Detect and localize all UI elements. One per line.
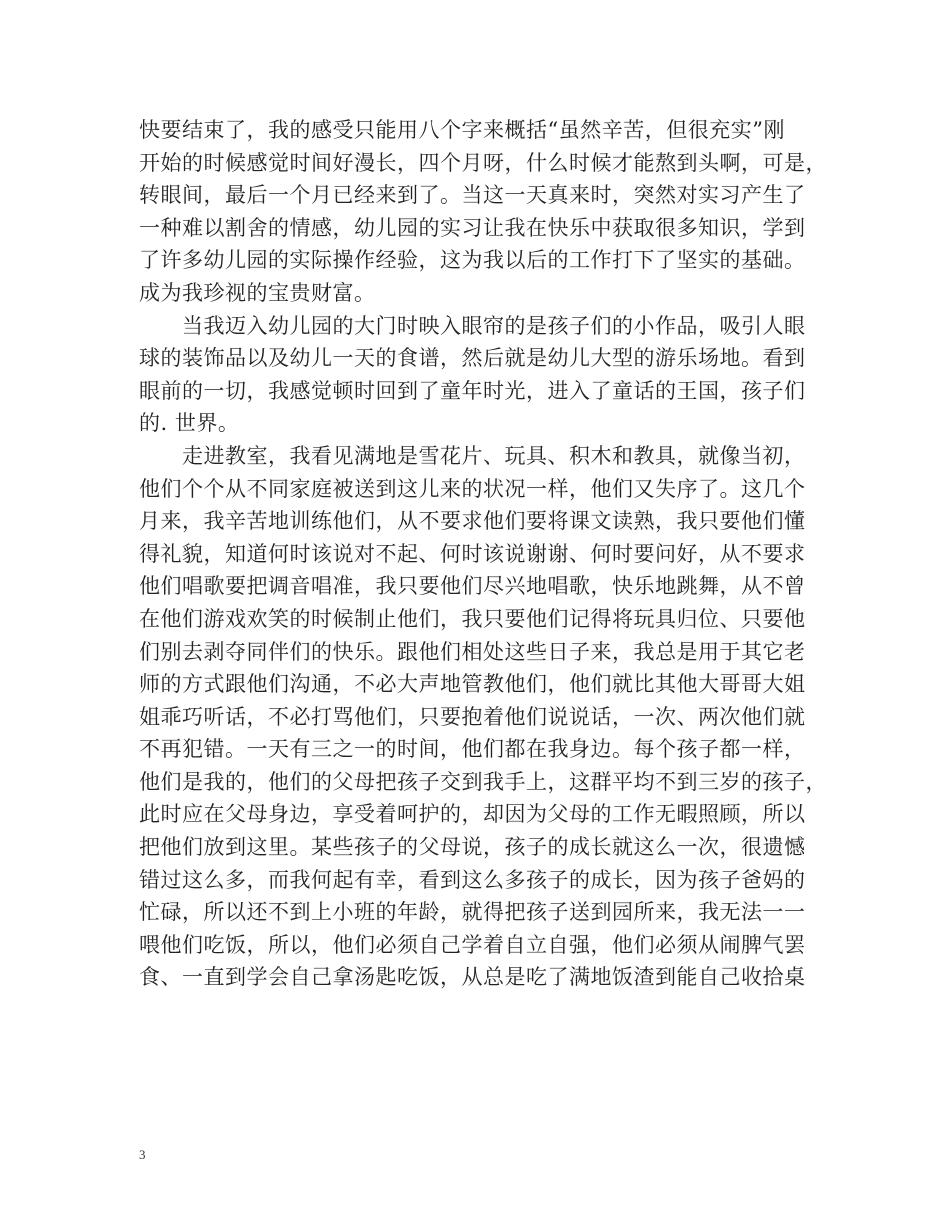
text-line: 在他们游戏欢笑的时候制止他们，我只要他们记得将玩具归位、只要他: [139, 606, 806, 631]
body-text: [139, 114, 829, 994]
text-line: 眼前的一切，我感觉顿时回到了童年时光，进入了童话的王国，孩子们: [139, 378, 806, 403]
text-line: 走进教室，我看见满地是雪花片、玩具、积木和教具，就像当初，: [139, 443, 806, 468]
text-line: 姐乖巧听话，不必打骂他们，只要抱着他们说说话，一次、两次他们就: [139, 704, 806, 729]
text-line: 师的方式跟他们沟通，不必大声地管教他们，他们就比其他大哥哥大姐: [139, 672, 806, 697]
text-line: 球的装饰品以及幼儿一天的食谱，然后就是幼儿大型的游乐场地。看到: [139, 346, 806, 371]
text-line: 他们是我的，他们的父母把孩子交到我手上，这群平均不到三岁的孩子，: [139, 769, 827, 794]
text-line: 的. 世界。: [139, 411, 240, 436]
text-line: 一种难以割舍的情感，幼儿园的实习让我在快乐中获取很多知识，学到: [139, 215, 806, 240]
text-line: 成为我珍视的宝贵财富。: [139, 280, 376, 305]
text-line: 得礼貌，知道何时该说对不起、何时该说谢谢、何时要问好，从不要求: [139, 541, 806, 566]
text-line: 喂他们吃饭，所以，他们必须自己学着自立自强，他们必须从闹脾气罢: [139, 932, 806, 957]
text-line: 错过这么多，而我何起有幸，看到这么多孩子的成长，因为孩子爸妈的: [139, 867, 806, 892]
text-line: 此时应在父母身边，享受着呵护的，却因为父母的工作无暇照顾，所以: [139, 802, 806, 827]
page-number: 3: [139, 1147, 146, 1162]
text-line: 把他们放到这里。某些孩子的父母说，孩子的成长就这么一次，很遗憾: [139, 835, 806, 860]
text-line: 开始的时候感觉时间好漫长，四个月呀，什么时候才能熬到头啊，可是，: [139, 150, 827, 175]
text-line: 忙碌，所以还不到上小班的年龄，就得把孩子送到园所来，我无法一一: [139, 900, 806, 925]
text-line: 月来，我辛苦地训练他们，从不要求他们要将课文读熟，我只要他们懂: [139, 509, 806, 534]
text-line: 当我迈入幼儿园的大门时映入眼帘的是孩子们的小作品，吸引人眼: [139, 313, 806, 338]
text-line: 食、一直到学会自己拿汤匙吃饭，从总是吃了满地饭渣到能自己收拾桌: [139, 965, 806, 990]
text-line: 们别去剥夺同伴们的快乐。跟他们相处这些日子来，我总是用于其它老: [139, 639, 806, 664]
text-line: 他们个个从不同家庭被送到这儿来的状况一样，他们又失序了。这几个: [139, 476, 806, 501]
text-line: 了许多幼儿园的实际操作经验，这为我以后的工作打下了坚实的基础。: [139, 248, 806, 273]
text-line: 不再犯错。一天有三之一的时间，他们都在我身边。每个孩子都一样，: [139, 737, 806, 762]
text-line: 快要结束了，我的感受只能用八个字来概括“虽然辛苦，但很充实”刚: [139, 118, 785, 142]
text-line: 转眼间，最后一个月已经来到了。当这一天真来时，突然对实习产生了: [139, 183, 806, 208]
text-line: 他们唱歌要把调音唱准，我只要他们尽兴地唱歌，快乐地跳舞，从不曾: [139, 574, 806, 599]
